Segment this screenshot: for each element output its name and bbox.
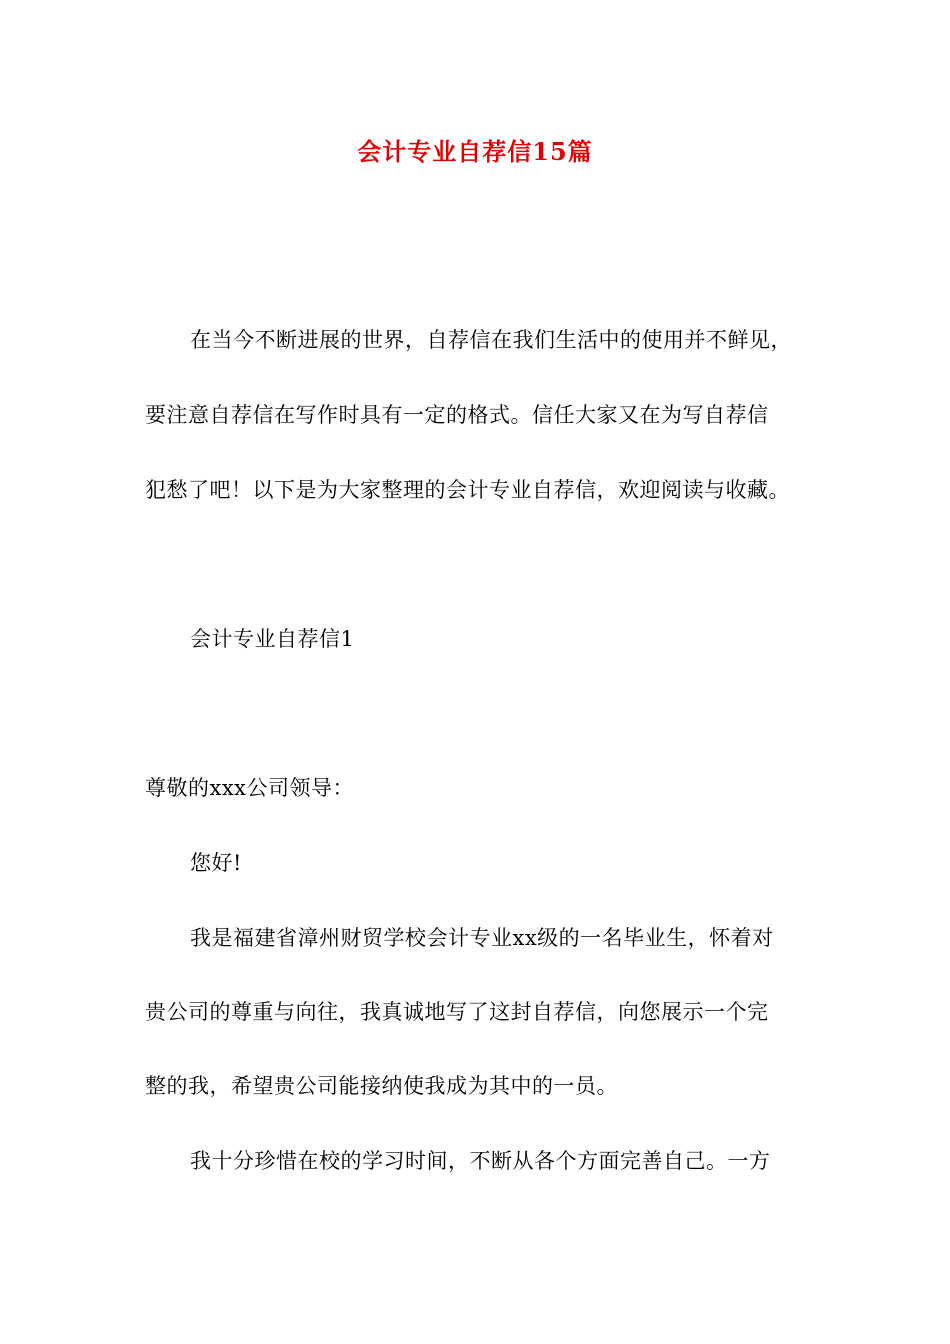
- document-title: 会计专业自荐信15篇: [357, 137, 593, 166]
- paragraph1-line-2: 贵公司的尊重与向往，我真诚地写了这封自荐信，向您展示一个完: [145, 1000, 769, 1024]
- intro-line-3: 犯愁了吧！以下是为大家整理的会计专业自荐信，欢迎阅读与收藏。: [145, 478, 790, 502]
- paragraph2-line-1: 我十分珍惜在校的学习时间，不断从各个方面完善自己。一方: [190, 1149, 771, 1173]
- salutation: 尊敬的xxx公司领导：: [145, 776, 355, 800]
- greeting: 您好!: [190, 851, 242, 875]
- section-heading: 会计专业自荐信1: [190, 627, 355, 651]
- paragraph1-line-1: 我是福建省漳州财贸学校会计专业xx级的一名毕业生，怀着对: [190, 926, 774, 950]
- paragraph1-line-3: 整的我，希望贵公司能接纳使我成为其中的一员。: [145, 1074, 618, 1098]
- intro-line-2: 要注意自荐信在写作时具有一定的格式。信任大家又在为写自荐信: [145, 403, 769, 427]
- intro-line-1: 在当今不断进展的世界，自荐信在我们生活中的使用并不鲜见，: [190, 328, 792, 352]
